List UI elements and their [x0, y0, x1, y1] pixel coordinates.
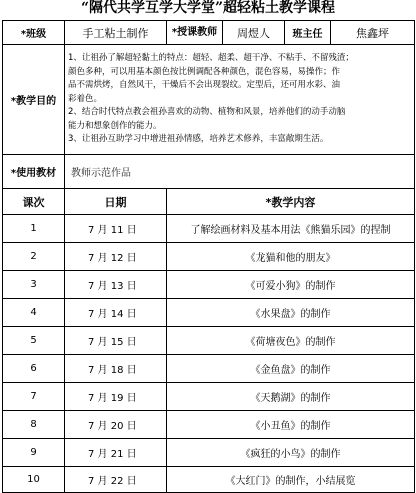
- teacher-value: 周煜人: [223, 21, 285, 45]
- lesson-date: 7 月 12 日: [65, 243, 167, 271]
- goals-row: [3, 45, 415, 155]
- lesson-number: 9: [3, 439, 65, 467]
- lesson-content: 《金鱼盘》的制作: [167, 355, 415, 383]
- lesson-content: 《水果盘》的制作: [167, 299, 415, 327]
- lesson-number: 10: [3, 467, 65, 493]
- table-row: [3, 215, 415, 243]
- lesson-number: 3: [3, 271, 65, 299]
- content-header: *教学内容: [167, 189, 415, 215]
- teacher-label: *授课教师: [167, 21, 223, 45]
- goal-line: 1、让祖孙了解超轻黏土的特点：超轻、超柔、超干净、不粘手、不留残渣；: [68, 53, 354, 64]
- lesson-date: 7 月 22 日: [65, 467, 167, 493]
- lesson-date: 7 月 14 日: [65, 299, 167, 327]
- lesson-content: 《龙猫和他的朋友》: [167, 243, 415, 271]
- materials-row: [3, 155, 415, 189]
- table-row: [3, 411, 415, 439]
- class-label: *班级: [3, 21, 65, 45]
- class-value: 手工粘土制作: [65, 21, 167, 45]
- table-row: [3, 439, 415, 467]
- table-row: [3, 271, 415, 299]
- lesson-header: 课次: [3, 189, 65, 215]
- goal-line: 彩着色。: [68, 93, 103, 104]
- lesson-number: 8: [3, 411, 65, 439]
- table-row: [3, 299, 415, 327]
- table-row: [3, 383, 415, 411]
- goal-line: 品不需烘烤，自然风干，干燥后不会出现裂纹。定型后，还可用水彩、油: [68, 80, 341, 91]
- lesson-content: 了解绘画材料及基本用法《熊猫乐园》的捏制: [167, 215, 415, 243]
- course-table: [2, 20, 415, 493]
- lesson-number: 1: [3, 215, 65, 243]
- lesson-content: 《可爱小狗》的制作: [167, 271, 415, 299]
- lesson-date: 7 月 18 日: [65, 355, 167, 383]
- lesson-date: 7 月 21 日: [65, 439, 167, 467]
- lesson-date: 7 月 20 日: [65, 411, 167, 439]
- lesson-date: 7 月 15 日: [65, 327, 167, 355]
- table-row: [3, 467, 415, 493]
- lesson-number: 4: [3, 299, 65, 327]
- lesson-number: 7: [3, 383, 65, 411]
- lesson-number: 5: [3, 327, 65, 355]
- lesson-content: 《疯狂的小鸟》的制作: [167, 439, 415, 467]
- lesson-content: 《大红门》的制作，小结展览: [167, 467, 415, 493]
- date-header: 日期: [65, 189, 167, 215]
- lesson-content: 《天鹅湖》的制作: [167, 383, 415, 411]
- lesson-number: 2: [3, 243, 65, 271]
- head-teacher-value: 焦鑫坪: [331, 21, 415, 45]
- goals-label: *教学目的: [3, 45, 65, 155]
- lesson-number: 6: [3, 355, 65, 383]
- document-title: “隔代共学互学大学堂”超轻粘土教学课程: [80, 0, 336, 16]
- materials-value: 教师示范作品: [65, 155, 415, 189]
- materials-label: *使用教材: [3, 155, 65, 189]
- info-row: [3, 21, 415, 45]
- lesson-date: 7 月 13 日: [65, 271, 167, 299]
- goal-line: 颜色多种，可以用基本颜色按比例调配各种颜色，混色容易，易操作；作: [68, 66, 341, 77]
- lesson-content: 《荷塘夜色》的制作: [167, 327, 415, 355]
- lesson-date: 7 月 19 日: [65, 383, 167, 411]
- lesson-date: 7 月 11 日: [65, 215, 167, 243]
- lesson-content: 《小丑鱼》的制作: [167, 411, 415, 439]
- goal-line: 3、让祖孙互助学习中增进祖孙情感，培养艺术修养，丰富敞期生活。: [68, 134, 329, 145]
- schedule-header-row: [3, 189, 415, 215]
- goal-line: 能力和想象创作的能力。: [68, 120, 162, 131]
- table-row: [3, 243, 415, 271]
- table-row: [3, 327, 415, 355]
- goals-text: [65, 45, 415, 155]
- head-teacher-label: 班主任: [285, 21, 331, 45]
- table-row: [3, 355, 415, 383]
- goal-line: 2、结合时代特点教会祖孙喜欢的动物、植物和风景，培养他们的动手动脑: [68, 107, 346, 118]
